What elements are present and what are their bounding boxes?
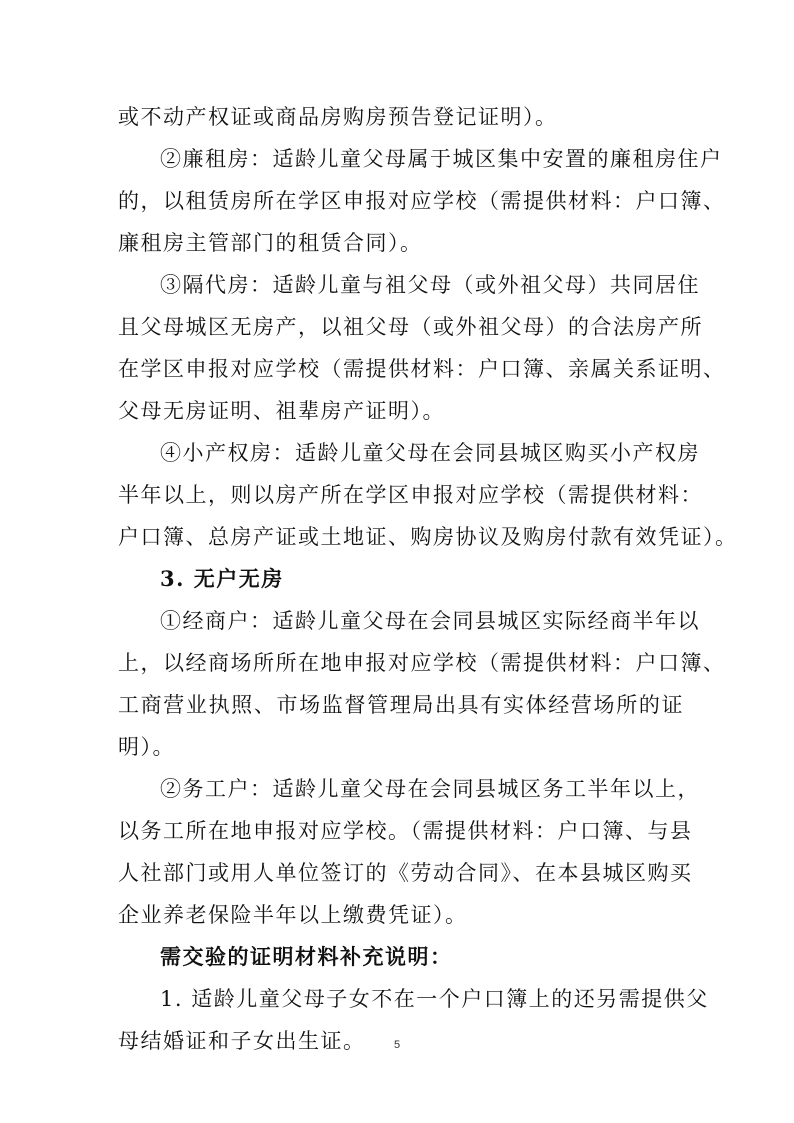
paragraph-supplementary-note-1: 1. 适龄儿童父母子女不在一个户口簿上的还另需提供父 [160,987,709,1011]
text-line: 的，以租赁房所在学区申报对应学校（需提供材料：户口簿、 [118,189,726,213]
paragraph-business-household: ①经商户：适龄儿童父母在会同县城区实际经商半年以 [160,609,700,633]
text-line: 明）。 [118,735,175,759]
text-line: 母结婚证和子女出生证。 [118,1029,366,1053]
text-line: 企业养老保险半年以上缴费凭证）。 [118,903,468,927]
text-line: 以务工所在地申报对应学校。（需提供材料：户口簿、与县 [118,819,693,843]
text-line: 工商营业执照、市场监督管理局出具有实体经营场所的证 [118,693,684,717]
paragraph-worker-household: ②务工户：适龄儿童父母在会同县城区务工半年以上， [160,777,700,801]
text-line: 上，以经商场所所在地申报对应学校（需提供材料：户口簿、 [118,651,726,675]
section-heading-no-household-no-house: 3. 无户无房 [160,566,284,591]
text-line: 父母无房证明、祖辈房产证明）。 [118,399,445,423]
page-number: 5 [393,1039,401,1051]
text-line: 半年以上，则以房产所在学区申报对应学校（需提供材料： [118,483,703,507]
text-line: 在学区申报对应学校（需提供材料：户口簿、亲属关系证明、 [118,357,726,381]
paragraph-small-property-housing: ④小产权房：适龄儿童父母在会同县城区购买小产权房 [160,441,700,465]
text-line: 且父母城区无房产，以祖父母（或外祖父母）的合法房产所 [118,315,703,339]
text-line: 或不动产权证或商品房购房预告登记证明）。 [118,105,558,129]
text-line: 人社部门或用人单位签订的《劳动合同》、在本县城区购买 [118,861,693,885]
paragraph-low-rent-housing: ②廉租房：适龄儿童父母属于城区集中安置的廉租房住户 [160,147,723,171]
text-line: 户口簿、总房产证或土地证、购房协议及购房付款有效凭证）。 [118,525,738,549]
paragraph-grandparent-housing: ③隔代房：适龄儿童与祖父母（或外祖父母）共同居住 [160,273,700,297]
section-heading-supplementary-notes: 需交验的证明材料补充说明： [160,944,453,969]
text-line: 廉租房主管部门的租赁合同）。 [118,231,423,255]
